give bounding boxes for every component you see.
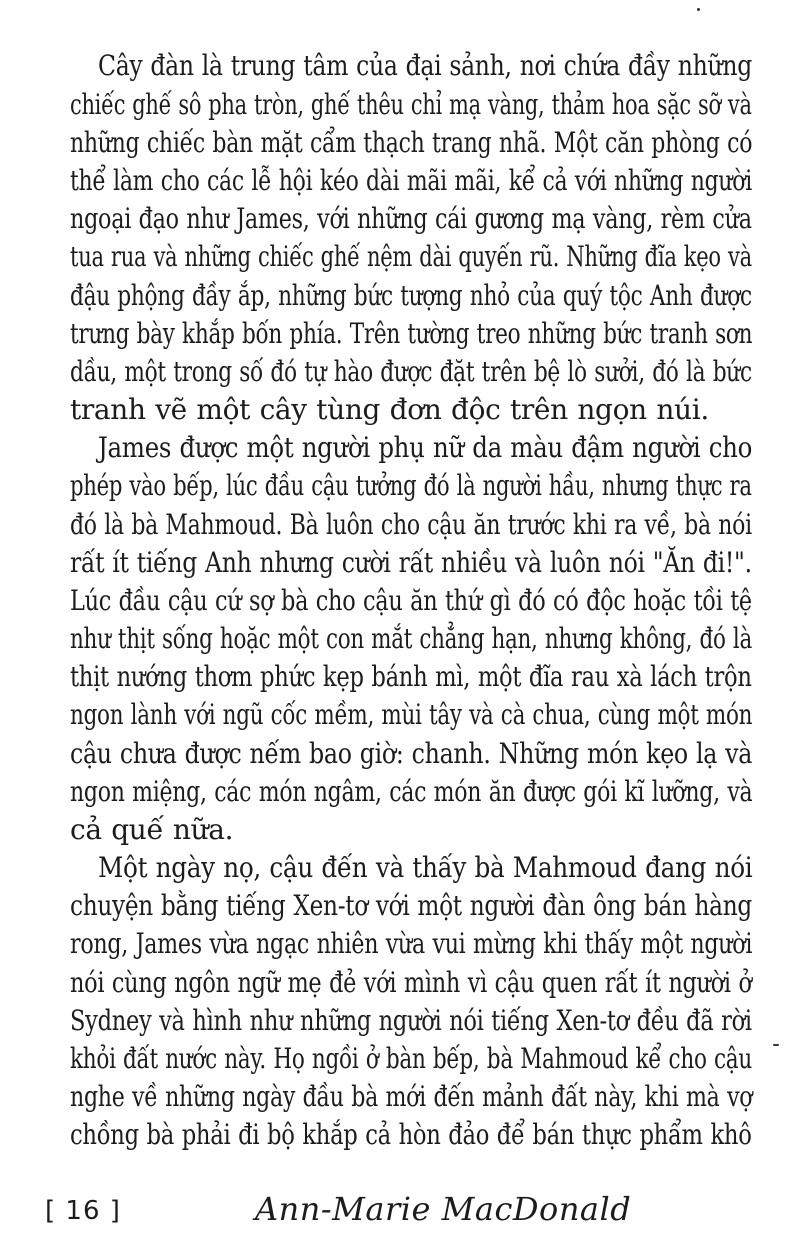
text-line: cậu chưa được nếm bao giờ: chanh. Những món kẹo lạ và — [70, 737, 753, 770]
text-line: tranh vẽ một cây tùng đơn độc trên ngọn núi. — [70, 393, 709, 426]
text-line: tua rua và những chiếc ghế nệm dài quyến rũ. Những đĩa kẹo và — [70, 240, 752, 273]
text-line: chiếc ghế sô pha tròn, ghế thêu chỉ mạ vàng, thảm hoa sặc sỡ và — [70, 88, 752, 121]
text-line: cả quế nữa. — [70, 813, 234, 846]
text-line: dầu, một trong số đó tự hào được đặt trên bệ lò sưởi, đó là bức — [70, 355, 752, 388]
text-line: James được một người phụ nữ da màu đậm người cho — [98, 431, 753, 464]
author-signature: Ann-Marie MacDonald — [255, 1190, 632, 1228]
text-line: nghe về những ngày đầu bà mới đến mảnh đất này, khi mà vợ — [70, 1080, 753, 1113]
text-line: như thịt sống hoặc một con mắt chẳng hạn, nhưng không, đó là — [70, 622, 753, 655]
text-line: nói cùng ngôn ngữ mẹ đẻ với mình vì cậu quen rất ít người ở — [70, 966, 752, 999]
text-line: ngon miệng, các món ngâm, các món ăn được gói kĩ lưỡng, và — [70, 775, 753, 808]
text-line: đậu phộng đầy ắp, những bức tượng nhỏ của quý tộc Anh được — [70, 279, 752, 312]
text-line: Lúc đầu cậu cứ sợ bà cho cậu ăn thứ gì đó có độc hoặc tồi tệ — [70, 584, 752, 617]
scan-speck — [773, 1044, 779, 1046]
text-line: rong, James vừa ngạc nhiên vừa vui mừng khi thấy một người — [70, 927, 753, 960]
page-footer — [0, 1190, 800, 1250]
page-number: [ 16 ] — [45, 1196, 121, 1226]
text-line: những chiếc bàn mặt cẩm thạch trang nhã. Một căn phòng có — [70, 126, 753, 159]
text-line: chuyện bằng tiếng Xen-tơ với một người đàn ông bán hàng — [70, 889, 752, 922]
text-line: phép vào bếp, lúc đầu cậu tưởng đó là người hầu, nhưng thực ra — [70, 469, 752, 502]
text-line: trưng bày khắp bốn phía. Trên tường treo những bức tranh sơn — [70, 317, 753, 350]
text-line: thể làm cho các lễ hội kéo dài mãi mãi, kể cả với những người — [70, 164, 752, 197]
text-line: Một ngày nọ, cậu đến và thấy bà Mahmoud đang nói — [98, 851, 753, 884]
text-line: ngon lành với ngũ cốc mềm, mùi tây và cà chua, cùng một món — [70, 698, 753, 731]
text-line: Cây đàn là trung tâm của đại sảnh, nơi chứa đầy những — [98, 49, 752, 82]
text-line: rất ít tiếng Anh nhưng cười rất nhiều và luôn nói "Ăn đi!". — [70, 546, 752, 579]
text-line: Sydney và hình như những người nói tiếng Xen-tơ đều đã rời — [70, 1004, 752, 1037]
text-line: ngoại đạo như James, với những cái gương mạ vàng, rèm cửa — [70, 202, 752, 235]
text-line: khỏi đất nước này. Họ ngồi ở bàn bếp, bà Mahmoud kể cho cậu — [70, 1042, 752, 1075]
text-line: đó là bà Mahmoud. Bà luôn cho cậu ăn trước khi ra về, bà nói — [70, 508, 752, 541]
text-line: chồng bà phải đi bộ khắp cả hòn đảo để bán thực phẩm khô — [70, 1118, 752, 1151]
scan-speck — [697, 8, 700, 11]
text-line: thịt nướng thơm phức kẹp bánh mì, một đĩa rau xà lách trộn — [70, 660, 752, 693]
